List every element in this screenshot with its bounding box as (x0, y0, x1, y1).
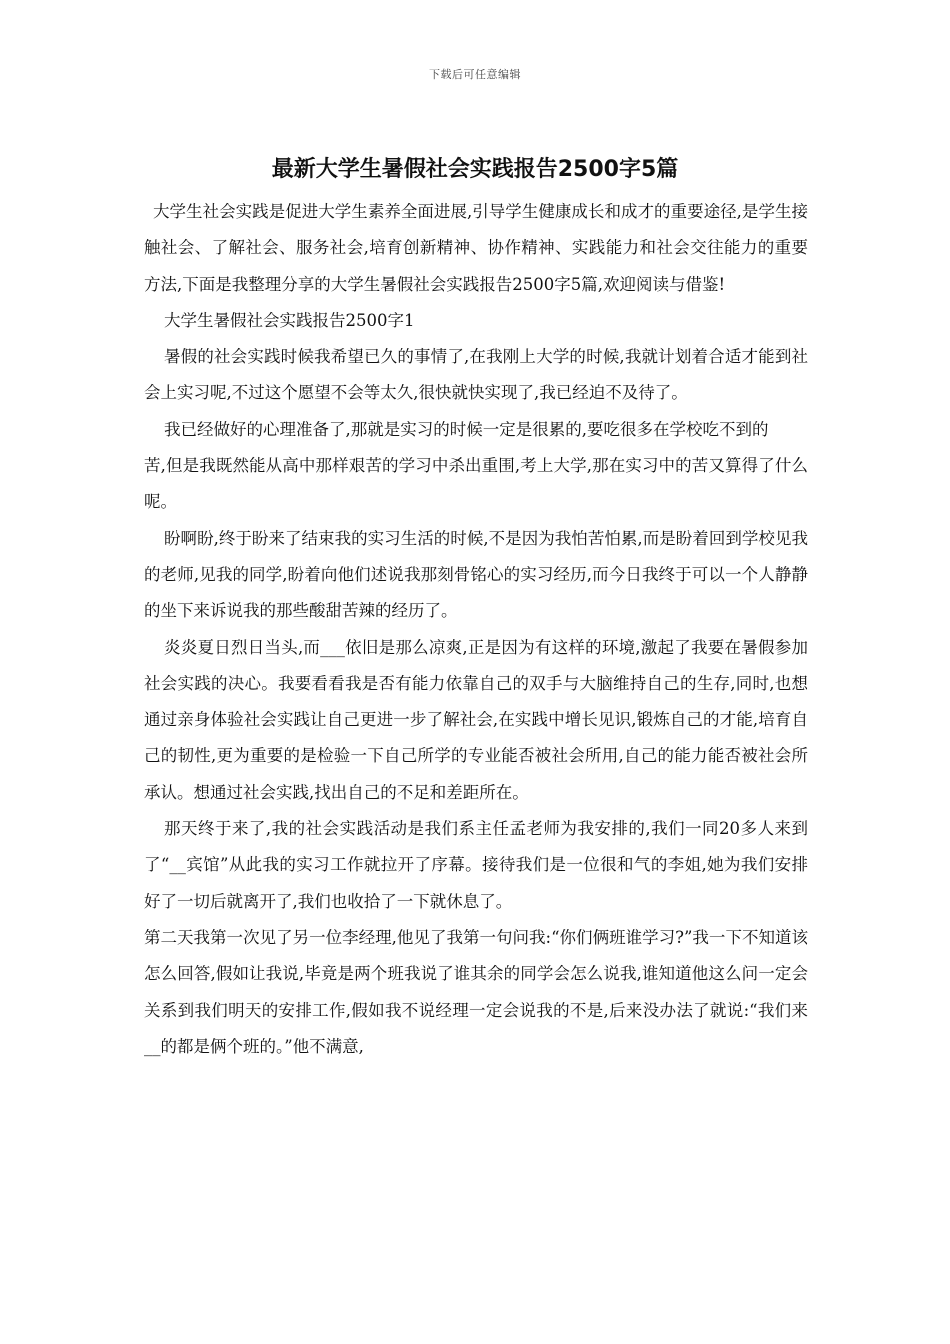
intro-paragraph: 大学生社会实践是促进大学生素养全面进展,引导学生健康成长和成才的重要途径,是学生接触社会、了解社会、服务社会,培育创新精神、协作精神、实践能力和社会交往能力的重要方法,下面是我整理分享的大学生暑假社会实践报告2500字5篇,欢迎阅读与借鉴! (144, 202, 808, 294)
body-paragraph: 暑假的社会实践时候我希望已久的事情了,在我刚上大学的时候,我就计划着合适才能到社会上实习呢,不过这个愿望不会等太久,很快就快实现了,我已经迫不及待了。 (144, 347, 808, 403)
document-title: 最新大学生暑假社会实践报告2500字5篇 (271, 157, 679, 182)
body-paragraph: 炎炎夏日烈日当头,而___依旧是那么凉爽,正是因为有这样的环境,激起了我要在暑假参加社会实践的决心。我要看看我是否有能力依靠自己的双手与大脑维持自己的生存,同时,也想通过亲身体验社会实践让自己更进一步了解社会,在实践中增长见识,锻炼自己的才能,培育自己的韧性,更为重要的是检验一下自己所学的专业能否被社会所用,自己的能力能否被社会所承认。想通过社会实践,找出自己的不足和差距所在。 (144, 637, 808, 802)
body-paragraph: 那天终于来了,我的社会实践活动是我们系主任孟老师为我安排的,我们一同20多人来到了“__宾馆”从此我的实习工作就拉开了序幕。接待我们是一位很和气的李姐,她为我们安排好了一切后就离开了,我们也收拾了一下就休息了。 (144, 819, 808, 911)
body-paragraph: 盼啊盼,终于盼来了结束我的实习生活的时候,不是因为我怕苦怕累,而是盼着回到学校见我的老师,见我的同学,盼着向他们述说我那刻骨铭心的实习经历,而今日我终于可以一个人静静的坐下来诉说我的那些酸甜苦辣的经历了。 (144, 528, 808, 621)
header-note: 下载后可任意编辑 (429, 68, 521, 81)
document-body (144, 194, 808, 1065)
body-paragraph: 第二天我第一次见了另一位李经理,他见了我第一句问我:“你们俩班谁学习?”我一下不知道该怎么回答,假如让我说,毕竟是两个班我说了谁其余的同学会怎么说我,谁知道他这么问一定会关系到我们明天的安排工作,假如我不说经理一定会说我的不是,后来没办法了就说:“我们来__的都是俩个班的。”他不满意, (144, 927, 808, 1056)
section-subtitle: 大学生暑假社会实践报告2500字1 (164, 310, 415, 330)
body-paragraph: 我已经做好的心理准备了,那就是实习的时候一定是很累的,要吃很多在学校吃不到的 (164, 419, 769, 439)
body-paragraph: 苦,但是我既然能从高中那样艰苦的学习中杀出重围,考上大学,那在实习中的苦又算得了什么呢。 (144, 456, 808, 512)
